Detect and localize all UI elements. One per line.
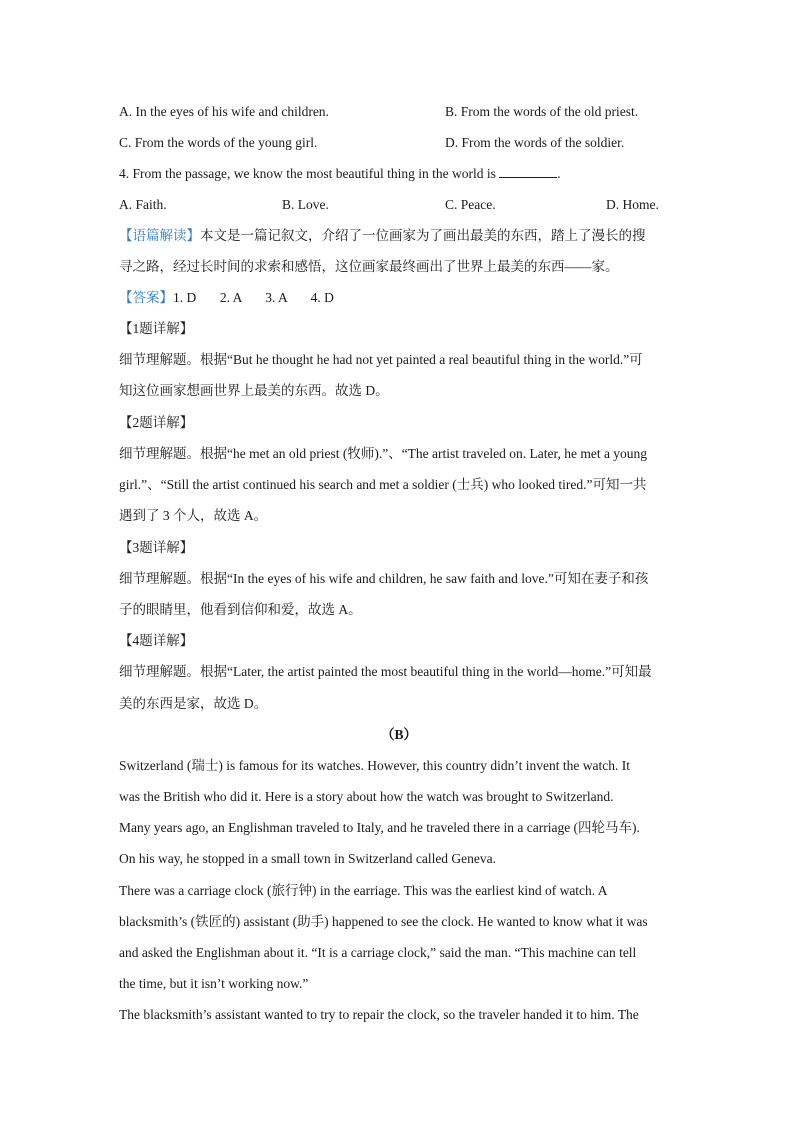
passage-line-7: and asked the Englishman about it. “It is a carriage clock,” said the man. “This machine can tell <box>119 945 637 960</box>
explanation-2-line-2: girl.”、“Still the artist continued his search and met a soldier (士兵) who looked tired.”可知一共 <box>119 477 647 492</box>
q3-option-c: C. From the words of the young girl. <box>119 135 318 150</box>
summary-line-2: 寻之路，经过长时间的求索和感悟，这位画家最终画出了世界上最美的东西——家。 <box>119 259 619 274</box>
summary-line-1 <box>119 226 646 246</box>
passage-line-4: On his way, he stopped in a small town in Switzerland called Geneva. <box>119 851 497 866</box>
passage-line-2: was the British who did it. Here is a story about how the watch was brought to Switzerland. <box>119 789 614 804</box>
q4-option-c: C. Peace. <box>445 197 496 212</box>
q3-option-d: D. From the words of the soldier. <box>445 135 625 150</box>
q3-option-b: B. From the words of the old priest. <box>445 104 639 119</box>
q4-option-b: B. Love. <box>282 197 329 212</box>
q4-stem-end: . <box>557 166 561 181</box>
explanation-4-line-1: 细节理解题。根据“Later, the artist painted the most beautiful thing in the world—home.”可知最 <box>119 664 652 679</box>
answer-label: 【答案】 <box>119 290 173 305</box>
summary-label: 【语篇解读】 <box>119 228 200 243</box>
explanation-3-line-2: 子的眼睛里，他看到信仰和爱，故选 A。 <box>119 602 362 617</box>
explanation-3-line-1: 细节理解题。根据“In the eyes of his wife and children, he saw faith and love.”可知在妻子和孩 <box>119 571 649 586</box>
q4-option-d: D. Home. <box>606 197 659 212</box>
section-b-title: （B） <box>380 727 417 742</box>
summary-text-1: 本文是一篇记叙文，介绍了一位画家为了画出最美的东西，踏上了漫长的搜 <box>200 228 646 243</box>
passage-line-8: the time, but it isn’t working now.” <box>119 976 309 991</box>
explanation-1-line-2: 知这位画家想画世界上最美的东西。故选 D。 <box>119 383 389 398</box>
explanation-2-line-1: 细节理解题。根据“he met an old priest (牧师).”、“The artist traveled on. Later, he met a young <box>119 446 648 461</box>
explanation-1-heading: 【1题详解】 <box>119 321 194 336</box>
passage-line-6: blacksmith’s (铁匠的) assistant (助手) happened to see the clock. He wanted to know what it was <box>119 914 648 929</box>
passage-line-9: The blacksmith’s assistant wanted to try to repair the clock, so the traveler handed it to him. The <box>119 1007 639 1022</box>
explanation-3-heading: 【3题详解】 <box>119 540 194 555</box>
answer-line <box>119 288 334 308</box>
explanation-2-line-3: 遇到了 3 个人，故选 A。 <box>119 508 268 523</box>
q4-stem-text: 4. From the passage, we know the most beautiful thing in the world is <box>119 166 496 181</box>
explanation-1-line-1: 细节理解题。根据“But he thought he had not yet painted a real beautiful thing in the world.”可 <box>119 352 643 367</box>
answer-text: 1. D 2. A 3. A 4. D <box>173 290 334 305</box>
q4-option-a: A. Faith. <box>119 197 167 212</box>
q3-option-a: A. In the eyes of his wife and children. <box>119 104 329 119</box>
q4-stem <box>119 164 561 184</box>
explanation-4-line-2: 美的东西是家，故选 D。 <box>119 696 268 711</box>
passage-line-5: There was a carriage clock (旅行钟) in the earriage. This was the earliest kind of watch. A <box>119 883 608 898</box>
passage-line-1: Switzerland (瑞士) is famous for its watches. However, this country didn’t invent the watch. It <box>119 758 630 773</box>
answer-blank <box>499 164 557 178</box>
passage-line-3: Many years ago, an Englishman traveled to Italy, and he traveled there in a carriage (四轮马车). <box>119 820 640 835</box>
explanation-2-heading: 【2题详解】 <box>119 415 194 430</box>
explanation-4-heading: 【4题详解】 <box>119 633 194 648</box>
